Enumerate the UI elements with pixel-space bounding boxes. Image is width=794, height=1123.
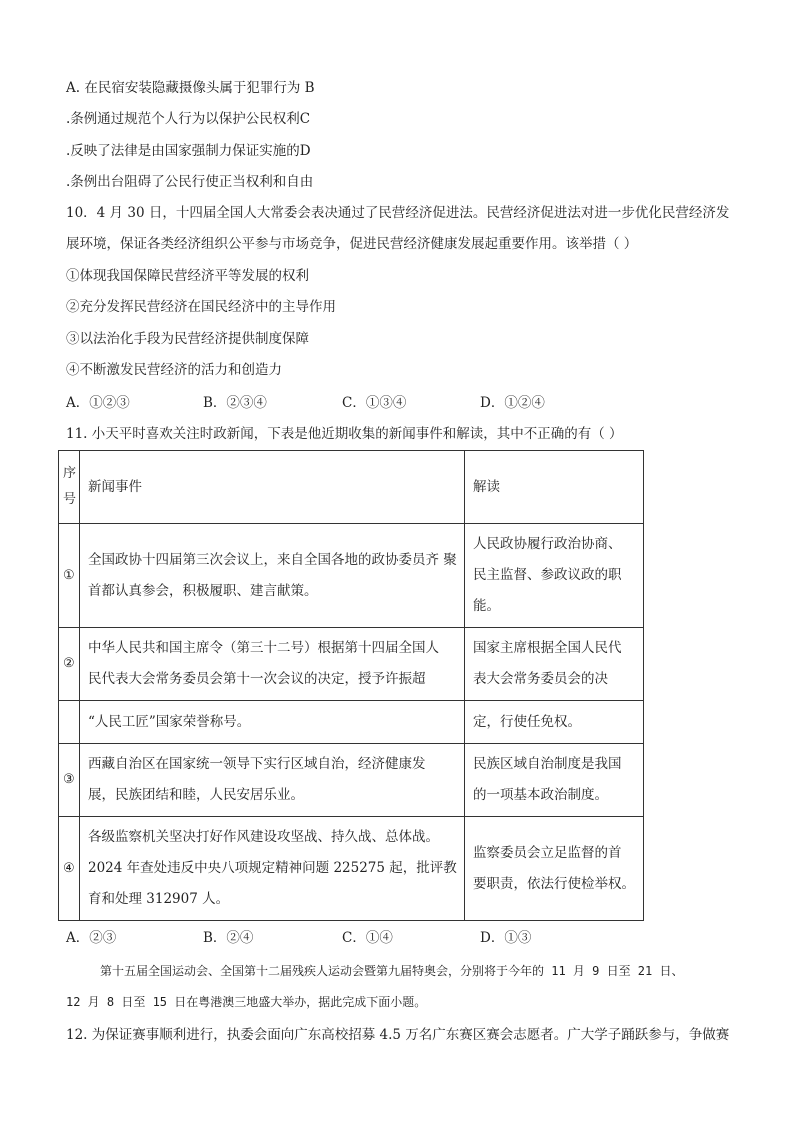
row-event bbox=[80, 744, 465, 817]
row-event-line: 各级监察机关坚决打好作风建设攻坚战、持久战、总体战。 bbox=[88, 829, 439, 845]
q10-option-c: C．①③④ bbox=[342, 395, 407, 411]
row-event-line: 民代表大会常务委员会第十一次会议的决定，授予许振超 bbox=[88, 671, 426, 687]
row-number: ② bbox=[59, 628, 80, 701]
q9-option-b: .条例通过规范个人行为以保护公民权利C bbox=[66, 111, 311, 127]
row-interp-line: 民主监督、参政议政的职 bbox=[473, 567, 622, 583]
row-interp-line: 国家主席根据全国人民代 bbox=[473, 640, 622, 656]
news-table bbox=[58, 450, 644, 921]
row-event-line: 育和处理 312907 人。 bbox=[88, 891, 230, 907]
row-event bbox=[80, 817, 465, 921]
q10-item-3: ③以法治化手段为民营经济提供制度保障 bbox=[66, 331, 309, 347]
q9-option-a: A. 在民宿安装隐藏摄像头属于犯罪行为 B bbox=[66, 80, 315, 96]
row-event-line: 展，民族团结和睦，人民安居乐业。 bbox=[88, 787, 304, 803]
q10-item-1: ①体现我国保障民营经济平等发展的权利 bbox=[66, 268, 309, 284]
row-number bbox=[59, 701, 80, 744]
header-interp: 解读 bbox=[465, 451, 644, 524]
q11-option-d: D．①③ bbox=[480, 930, 532, 946]
row-event-line: 2024 年查处违反中央八项规定精神问题 225275 起，批评教 bbox=[88, 860, 457, 876]
row-interp-line: 监察委员会立足监督的首 bbox=[473, 844, 622, 861]
row-interp bbox=[465, 524, 644, 628]
header-number-line1: 序 bbox=[63, 466, 77, 481]
row-event-line: 首都认真参会，积极履职、建言献策。 bbox=[88, 582, 318, 599]
q10-option-d: D．①②④ bbox=[480, 395, 545, 411]
q10-stem-line2: 展环境，保证各类经济组织公平参与市场竞争，促进民营经济健康发展起重要作用。该举措（ ） bbox=[66, 236, 638, 252]
q11-option-b: B．②④ bbox=[203, 930, 254, 946]
q11-option-c: C．①④ bbox=[342, 930, 393, 946]
q10-option-b: B．②③④ bbox=[203, 395, 267, 411]
row-interp-line: 能。 bbox=[473, 598, 500, 614]
row-event-line: 中华人民共和国主席令（第三十二号）根据第十四届全国人 bbox=[88, 640, 439, 656]
row-number: ③ bbox=[59, 744, 80, 817]
row-number: ④ bbox=[59, 817, 80, 921]
row-interp bbox=[465, 701, 644, 744]
row-event-line: 西藏自治区在国家统一领导下实行区域自治，经济健康发 bbox=[88, 756, 426, 772]
row-event-line: 全国政协十四届第三次会议上，来自全国各地的政协委员齐 聚 bbox=[88, 551, 457, 568]
table-row bbox=[59, 524, 644, 628]
table-row bbox=[59, 628, 644, 701]
row-interp-line: 民族区域自治制度是我国 bbox=[473, 756, 622, 772]
row-event bbox=[80, 701, 465, 744]
row-event-line: “人民工匠”国家荣誉称号。 bbox=[88, 713, 251, 730]
row-interp-line: 表大会常务委员会的决 bbox=[473, 671, 608, 687]
table-row bbox=[59, 744, 644, 817]
header-number-line2: 号 bbox=[63, 492, 77, 507]
row-interp-line: 定，行使任免权。 bbox=[473, 713, 581, 730]
q12-stem: 12. 为保证赛事顺利进行，执委会面向广东高校招募 4.5 万名广东赛区赛会志愿者。广大学子踊跃参与，争做赛 bbox=[66, 1027, 730, 1043]
row-number: ① bbox=[59, 524, 80, 628]
header-number bbox=[59, 451, 80, 524]
q10-item-4: ④不断激发民营经济的活力和创造力 bbox=[66, 362, 282, 378]
table-row bbox=[59, 817, 644, 921]
q11-stem: 11. 小天平时喜欢关注时政新闻，下表是他近期收集的新闻事件和解读，其中不正确的有（ ） bbox=[66, 426, 623, 442]
q11-option-a: A．②③ bbox=[66, 930, 117, 946]
header-event: 新闻事件 bbox=[80, 451, 465, 524]
row-interp bbox=[465, 744, 644, 817]
context-intro-line2: 12 月 8 日至 15 日在粤港澳三地盛大举办，据此完成下面小题。 bbox=[66, 995, 427, 1009]
q10-item-2: ②充分发挥民营经济在国民经济中的主导作用 bbox=[66, 299, 336, 315]
row-interp-line: 人民政协履行政治协商、 bbox=[473, 536, 622, 552]
q9-option-c: .反映了法律是由国家强制力保证实施的D bbox=[66, 143, 311, 159]
q10-option-a: A．①②③ bbox=[66, 395, 130, 411]
row-interp bbox=[465, 817, 644, 921]
context-intro-line1: 第十五届全国运动会、全国第十二届残疾人运动会暨第九届特奥会，分别将于今年的 11 月 9 日至 21 日、 bbox=[100, 964, 684, 978]
row-interp bbox=[465, 628, 644, 701]
q9-option-d: .条例出台阻碍了公民行使正当权利和自由 bbox=[66, 174, 314, 190]
row-interp-line: 要职责，依法行使检举权。 bbox=[473, 875, 635, 892]
row-event bbox=[80, 524, 465, 628]
table-header-row bbox=[59, 451, 644, 524]
q10-stem-line1: 10．4 月 30 日，十四届全国人大常委会表决通过了民营经济促进法。民营经济促进法对进一步优化民营经济发 bbox=[66, 205, 730, 221]
table-row bbox=[59, 701, 644, 744]
row-event bbox=[80, 628, 465, 701]
row-interp-line: 的一项基本政治制度。 bbox=[473, 787, 608, 803]
